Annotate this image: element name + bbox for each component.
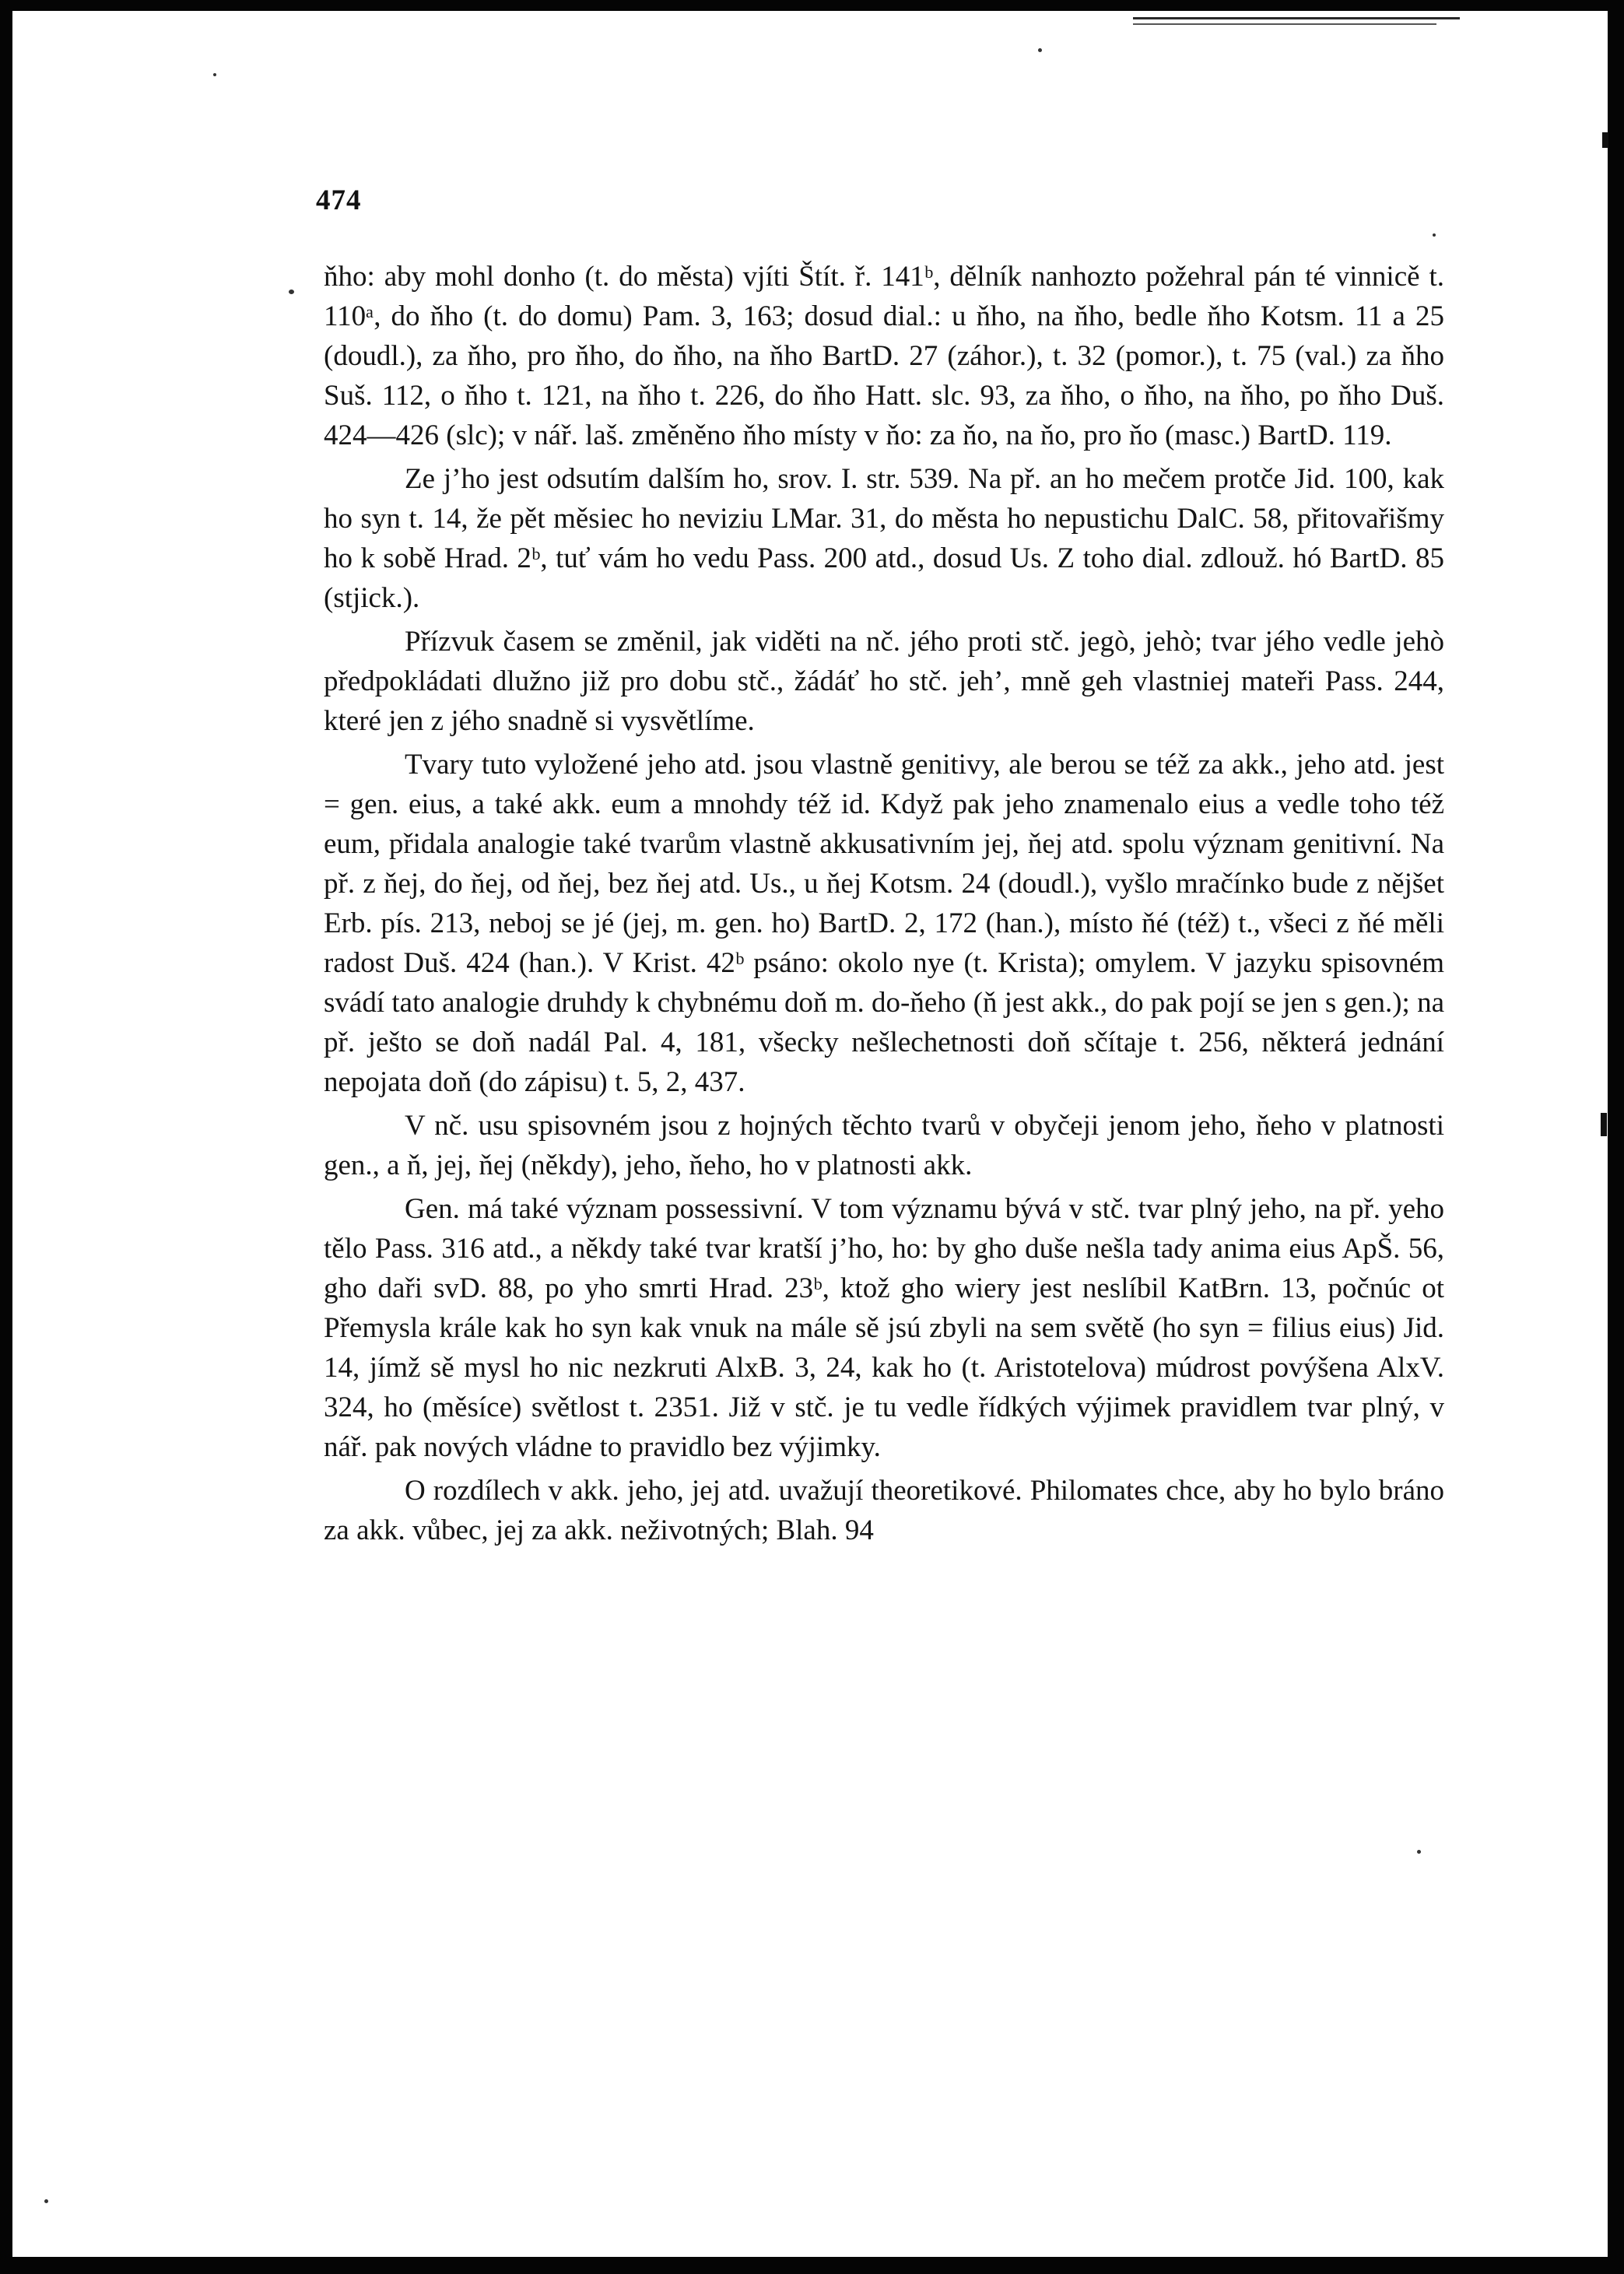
paragraph-4: Tvary tuto vyložené jeho atd. jsou vlastně genitivy, ale berou se též za akk., jeho atd. jest = gen. eius, a také akk. eum a mnohdy též id. Když pak jeho znamenalo eius a vedle toho též eum, přidala analogie také tvarům vlastně akkusativním jej, ňej atd. spolu význam genitivní. Na př. z ňej, do ňej, od ňej, bez ňej atd. Us., u ňej Kotsm. 24 (doudl.), vyšlo mračínko bude z nějšet Erb. pís. 213, neboj se jé (jej, m. gen. ho) BartD. 2, 172 (han.), místo ňé (též) t., všeci z ňé měli radost Duš. 424 (han.). V Krist. 42ᵇ psáno: okolo nye (t. Krista); omylem. V jazyku spisovném svádí tato analogie druhdy k chybnému doň m. do-ňeho (ň jest akk., do pak pojí se jen s gen.); na př. ješto se doň nadál Pal. 4, 181, všecky nešlechetnosti doň sčítaje t. 256, některá jednání nepojata doň (do zápisu) t. 5, 2, 437. [324, 749, 1444, 1098]
paragraph-5: V nč. usu spisovném jsou z hojných těchto tvarů v obyčeji jenom jeho, ňeho v platnosti gen., a ň, jej, ňej (někdy), jeho, ňeho, ho v platnosti akk. [324, 1110, 1444, 1181]
scan-speck [1038, 48, 1042, 52]
paragraph-3: Přízvuk časem se změnil, jak viděti na nč. jého proti stč. jegò, jehò; tvar jého vedle jehò předpokládati dlužno již pro dobu stč., žádáť ho stč. jehʼ, mně geh vlastniej mateři Pass. 244, které jen z jého snadně si vysvětlíme. [324, 626, 1444, 737]
paragraph-1: ňho: aby mohl donho (t. do města) vjíti Štít. ř. 141ᵇ, dělník nanhozto požehral pán té vinnicě t. 110ᵃ, do ňho (t. do domu) Pam. 3, 163; dosud dial.: u ňho, na ňho, bedle ňho Kotsm. 11 a 25 (doudl.), za ňho, pro ňho, do ňho, na ňho BartD. 27 (záhor.), t. 32 (pomor.), t. 75 (val.) za ňho Suš. 112, o ňho t. 121, na ňho t. 226, do ňho Hatt. slc. 93, za ňho, o ňho, na ňho, po ňho Duš. 424—426 (slc); v nář. laš. změněno ňho místy v ňo: za ňo, na ňo, pro ňo (masc.) BartD. 119. [324, 261, 1444, 451]
scan-speck [44, 2199, 48, 2203]
page-edge-mark [1602, 132, 1608, 148]
page-edge-mark [1601, 1113, 1607, 1136]
top-edge-rule-secondary [1133, 23, 1436, 25]
scanned-page [12, 11, 1608, 2257]
scan-speck [289, 290, 294, 294]
paragraph-2: Ze jʼho jest odsutím dalším ho, srov. I. str. 539. Na př. an ho mečem protče Jid. 100, kak ho syn t. 14, že pět měsiec ho neviziu LMar. 31, do města ho nepustichu DalC. 58, přitovařišmy ho k sobě Hrad. 2ᵇ, tuť vám ho vedu Pass. 200 atd., dosud Us. Z toho dial. zdlouž. hó BartD. 85 (stjick.). [324, 463, 1444, 614]
paragraph-7: O rozdílech v akk. jeho, jej atd. uvažují theoretikové. Philomates chce, aby ho bylo bráno za akk. vůbec, jej za akk. neživotných; Blah. 94 [324, 1475, 1444, 1546]
paragraph-6: Gen. má také význam possessivní. V tom významu bývá v stč. tvar plný jeho, na př. yeho tělo Pass. 316 atd., a někdy také tvar kratší jʼho, ho: by gho duše nešla tady anima eius ApŠ. 56, gho daři svD. 88, po yho smrti Hrad. 23ᵇ, ktož gho wiery jest neslíbil KatBrn. 13, počnúc ot Přemysla krále kak ho syn kak vnuk na mále sě jsú zbyli na sem světě (ho syn = filius eius) Jid. 14, jímž sě mysl ho nic nezkruti AlxB. 3, 24, kak ho (t. Aristotelova) múdrost povýšena AlxV. 324, ho (měsíce) světlost t. 2351. Již v stč. je tu vedle řídkých výjimek pravidlem tvar plný, v nář. pak nových vládne to pravidlo bez výjimky. [324, 1193, 1444, 1463]
body-text [324, 257, 1444, 1550]
scan-speck [1417, 1850, 1421, 1854]
top-edge-rule [1133, 17, 1460, 19]
scan-speck [1433, 233, 1436, 237]
scan-speck [213, 73, 216, 76]
page-number: 474 [316, 184, 362, 216]
